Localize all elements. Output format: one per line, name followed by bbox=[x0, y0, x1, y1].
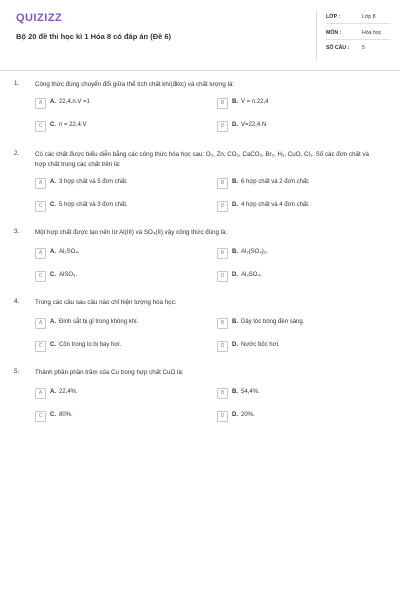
option-a[interactable] bbox=[35, 388, 195, 400]
option-letter-box: C bbox=[35, 271, 46, 282]
option-b[interactable] bbox=[217, 98, 377, 110]
question-text: Một hợp chất được tạo nên từ Al(III) và SO₄(II) vậy công thức đúng là: bbox=[35, 229, 228, 236]
option-letter-box: B bbox=[217, 388, 228, 399]
header-divider bbox=[316, 10, 317, 60]
option-text: 5 hợp chất và 3 đơn chất. bbox=[59, 202, 128, 208]
option-letter-box: C bbox=[35, 201, 46, 212]
meta-count-value: 5 bbox=[362, 45, 365, 51]
option-label: C. bbox=[50, 202, 56, 208]
option-d[interactable] bbox=[217, 201, 377, 213]
option-letter-box: D bbox=[217, 121, 228, 132]
option-label: A. bbox=[50, 179, 56, 185]
option-text: V = n.22,4 bbox=[241, 99, 269, 105]
question-number: 2. bbox=[14, 150, 20, 157]
question-text: Có các chất được biểu diễn bằng các công thức hóa học sau: O₂, Zn, CO₂, CaCO₃, Br₂, H₂, CuO, Cl₂. Số các đơn chất và hợp chất trong các chất trên là: bbox=[35, 151, 369, 168]
option-label: B. bbox=[232, 99, 238, 105]
question-text: Công thức đúng chuyển đổi giữa thể tích chất khí(đktc) và chất lượng là: bbox=[35, 81, 235, 88]
option-text: 54,4%. bbox=[241, 389, 260, 395]
question-number: 1. bbox=[14, 80, 20, 87]
option-a[interactable] bbox=[35, 178, 195, 190]
meta-class-key: LỚP : bbox=[326, 14, 341, 20]
option-b[interactable] bbox=[217, 178, 377, 190]
option-letter-box: B bbox=[217, 318, 228, 329]
option-label: A. bbox=[50, 389, 56, 395]
option-a[interactable] bbox=[35, 98, 195, 110]
option-text: 3 hợp chất và 5 đơn chất. bbox=[59, 179, 128, 185]
worksheet-header bbox=[0, 0, 400, 71]
option-text: Cồn trong lọ bị bay hơi. bbox=[59, 342, 122, 348]
meta-divider bbox=[326, 39, 390, 40]
option-d[interactable] bbox=[217, 271, 377, 283]
option-text: AlSO₄. bbox=[59, 272, 78, 278]
option-label: D. bbox=[232, 122, 238, 128]
option-text: 6 hợp chất và 2 đơn chất. bbox=[241, 179, 310, 185]
option-letter-box: D bbox=[217, 271, 228, 282]
question-number: 5. bbox=[14, 368, 20, 375]
option-letter-box: C bbox=[35, 121, 46, 132]
option-text: V=22,4.N bbox=[241, 122, 267, 128]
option-label: B. bbox=[232, 249, 238, 255]
option-letter-box: C bbox=[35, 411, 46, 422]
option-label: B. bbox=[232, 389, 238, 395]
option-letter-box: B bbox=[217, 98, 228, 109]
option-d[interactable] bbox=[217, 411, 377, 423]
option-text: 20%. bbox=[241, 412, 255, 418]
meta-class-row bbox=[326, 14, 396, 26]
option-label: C. bbox=[50, 272, 56, 278]
question-text: Thành phần phần trăm của Cu trong hợp chất CuO là: bbox=[35, 369, 184, 376]
option-b[interactable] bbox=[217, 248, 377, 260]
option-letter-box: D bbox=[217, 411, 228, 422]
option-label: A. bbox=[50, 319, 56, 325]
option-label: C. bbox=[50, 412, 56, 418]
meta-subject-key: MÔN : bbox=[326, 30, 342, 36]
option-c[interactable] bbox=[35, 411, 195, 423]
question-text: Trong các câu sau câu nào chỉ hiện tượng hóa học: bbox=[35, 299, 177, 306]
option-text: 4 hợp chất và 4 đơn chất. bbox=[241, 202, 310, 208]
option-letter-box: C bbox=[35, 341, 46, 352]
option-text: 22,4.n.V =1 bbox=[59, 99, 90, 105]
option-c[interactable] bbox=[35, 201, 195, 213]
meta-count-key: SỐ CÂU : bbox=[326, 45, 350, 51]
option-text: Đinh sắt bị gỉ trong không khí. bbox=[59, 319, 139, 325]
option-label: A. bbox=[50, 99, 56, 105]
option-label: D. bbox=[232, 202, 238, 208]
option-d[interactable] bbox=[217, 341, 377, 353]
question-number: 4. bbox=[14, 298, 20, 305]
meta-subject-row bbox=[326, 30, 396, 42]
option-label: D. bbox=[232, 412, 238, 418]
option-text: 80%. bbox=[59, 412, 73, 418]
option-label: C. bbox=[50, 342, 56, 348]
option-letter-box: A bbox=[35, 388, 46, 399]
option-text: n = 22,4.V bbox=[59, 122, 87, 128]
option-b[interactable] bbox=[217, 388, 377, 400]
option-letter-box: A bbox=[35, 248, 46, 259]
option-c[interactable] bbox=[35, 341, 195, 353]
option-label: C. bbox=[50, 122, 56, 128]
option-label: D. bbox=[232, 342, 238, 348]
option-text: Al₃SO₄. bbox=[241, 272, 262, 278]
option-text: Nước bốc hơi. bbox=[241, 342, 280, 348]
option-text: Al₂SO₄. bbox=[59, 249, 80, 255]
meta-count-row bbox=[326, 45, 396, 57]
option-d[interactable] bbox=[217, 121, 377, 133]
option-label: B. bbox=[232, 319, 238, 325]
page-title: Bộ 20 đề thi học kì 1 Hóa 8 có đáp án (Đề 6) bbox=[16, 32, 172, 41]
option-letter-box: A bbox=[35, 178, 46, 189]
option-label: D. bbox=[232, 272, 238, 278]
meta-class-value: Lớp 8 bbox=[362, 14, 376, 20]
option-c[interactable] bbox=[35, 121, 195, 133]
meta-divider bbox=[326, 23, 390, 24]
option-letter-box: D bbox=[217, 201, 228, 212]
option-letter-box: D bbox=[217, 341, 228, 352]
option-b[interactable] bbox=[217, 318, 377, 330]
option-letter-box: A bbox=[35, 318, 46, 329]
question-number: 3. bbox=[14, 228, 20, 235]
option-text: Al₂(SO₄)₃. bbox=[241, 249, 268, 255]
option-label: A. bbox=[50, 249, 56, 255]
option-text: Dây tóc bóng đèn sáng. bbox=[241, 319, 305, 325]
option-letter-box: B bbox=[217, 178, 228, 189]
option-text: 22,4%. bbox=[59, 389, 78, 395]
option-letter-box: A bbox=[35, 98, 46, 109]
quizizz-logo: QUIZIZZ bbox=[16, 12, 63, 24]
option-label: B. bbox=[232, 179, 238, 185]
option-a[interactable] bbox=[35, 248, 195, 260]
option-letter-box: B bbox=[217, 248, 228, 259]
meta-subject-value: Hóa học bbox=[362, 30, 382, 36]
option-a[interactable] bbox=[35, 318, 195, 330]
option-c[interactable] bbox=[35, 271, 195, 283]
